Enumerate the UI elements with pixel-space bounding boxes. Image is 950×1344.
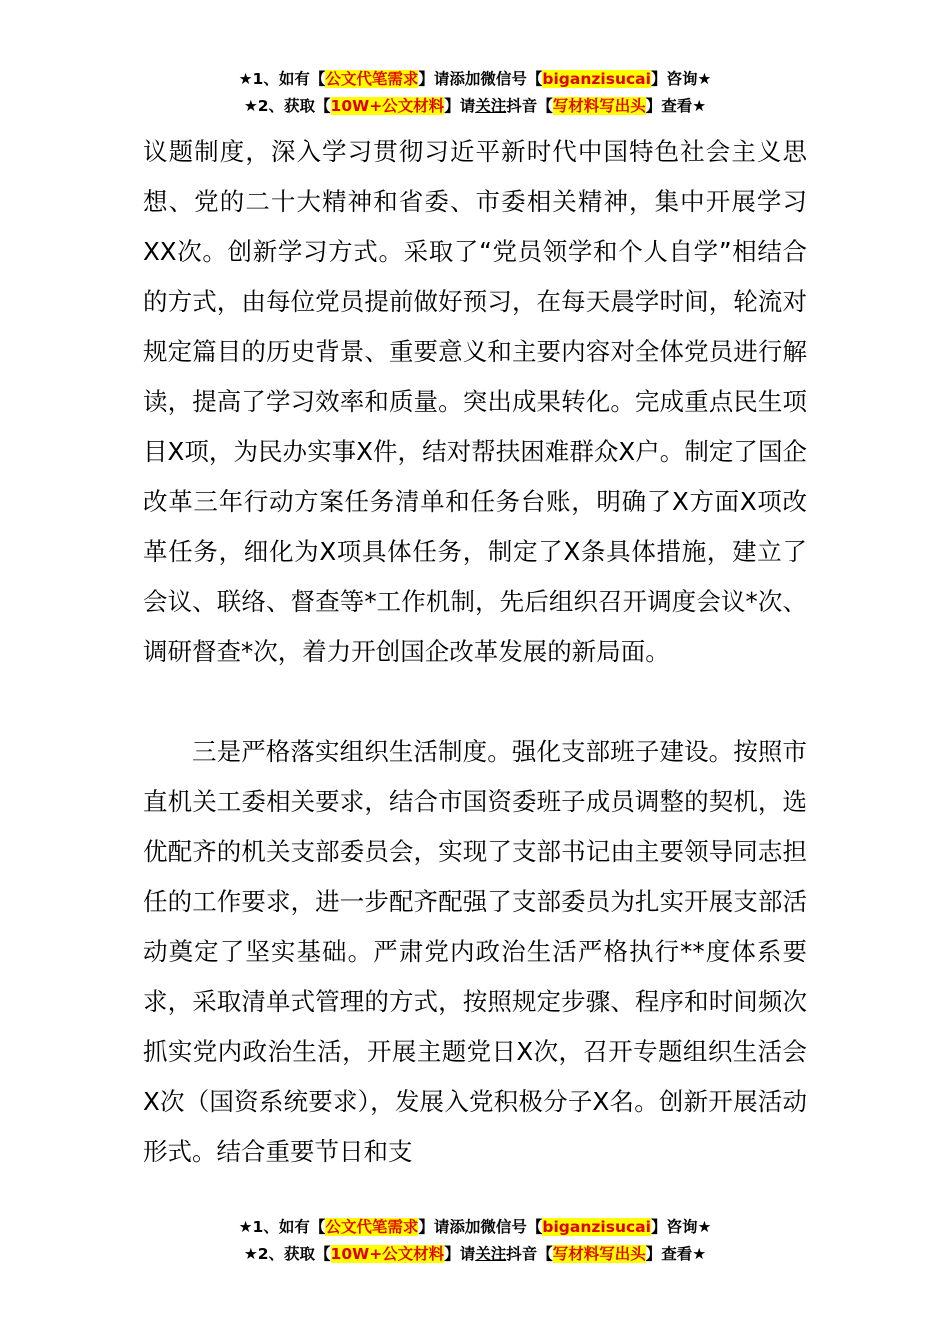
highlight-materials: 10W+公文材料 (330, 1245, 445, 1263)
header-banner (0, 66, 950, 120)
paragraph-organization-life: 三是严格落实组织生活制度。强化支部班子建设。按照市直机关工委相关要求，结合市国资委班子成员调整的契机，选优配齐的机关支部委员会，实现了支部书记由主要领导同志担任的工作要求，进一步配齐配强了支部委员为扎实开展支部活动奠定了坚实基础。严肃党内政治生活严格执行**度体系要求，采取清单式管理的方式，按照规定步骤、程序和时间频次抓实党内政治生活，开展主题党日X次，召开专题组织生活会X次（国资系统要求），发展入党积极分子X名。创新开展活动形式。结合重要节日和支 (143, 737, 807, 1166)
paragraph-gap (143, 677, 807, 727)
footer-banner (0, 1214, 950, 1268)
wechat-id: biganzisucai (542, 1218, 651, 1236)
header-line-2: ★2、获取【10W+公文材料】请关注抖音【写材料写出头】查看★ (243, 97, 707, 115)
douyin-account: 写材料写出头 (552, 1245, 646, 1263)
highlight-service: 公文代笔需求 (325, 1218, 419, 1236)
douyin-account: 写材料写出头 (552, 97, 646, 115)
header-line-1: ★1、如有【公文代笔需求】请添加微信号【biganzisucai】咨询★ (238, 70, 712, 88)
paragraph-continued: 议题制度，深入学习贯彻习近平新时代中国特色社会主义思想、党的二十大精神和省委、市委相关精神，集中开展学习XX次。创新学习方式。采取了“党员领学和个人自学”相结合的方式，由每位党员提前做好预习，在每天晨学时间，轮流对规定篇目的历史背景、重要意义和主要内容对全体党员进行解读，提高了学习效率和质量。突出成果转化。完成重点民生项目X项，为民办实事X件，结对帮扶困难群众X户。制定了国企改革三年行动方案任务清单和任务台账，明确了X方面X项改革任务，细化为X项具体任务，制定了X条具体措施，建立了会议、联络、督查等*工作机制，先后组织召开调度会议*次、调研督查*次，着力开创国企改革发展的新局面。 (143, 137, 807, 666)
highlight-materials: 10W+公文材料 (330, 97, 445, 115)
footer-line-1: ★1、如有【公文代笔需求】请添加微信号【biganzisucai】咨询★ (238, 1218, 712, 1236)
highlight-service: 公文代笔需求 (325, 70, 419, 88)
document-body (143, 127, 807, 1177)
footer-line-2: ★2、获取【10W+公文材料】请关注抖音【写材料写出头】查看★ (243, 1245, 707, 1263)
wechat-id: biganzisucai (542, 70, 651, 88)
